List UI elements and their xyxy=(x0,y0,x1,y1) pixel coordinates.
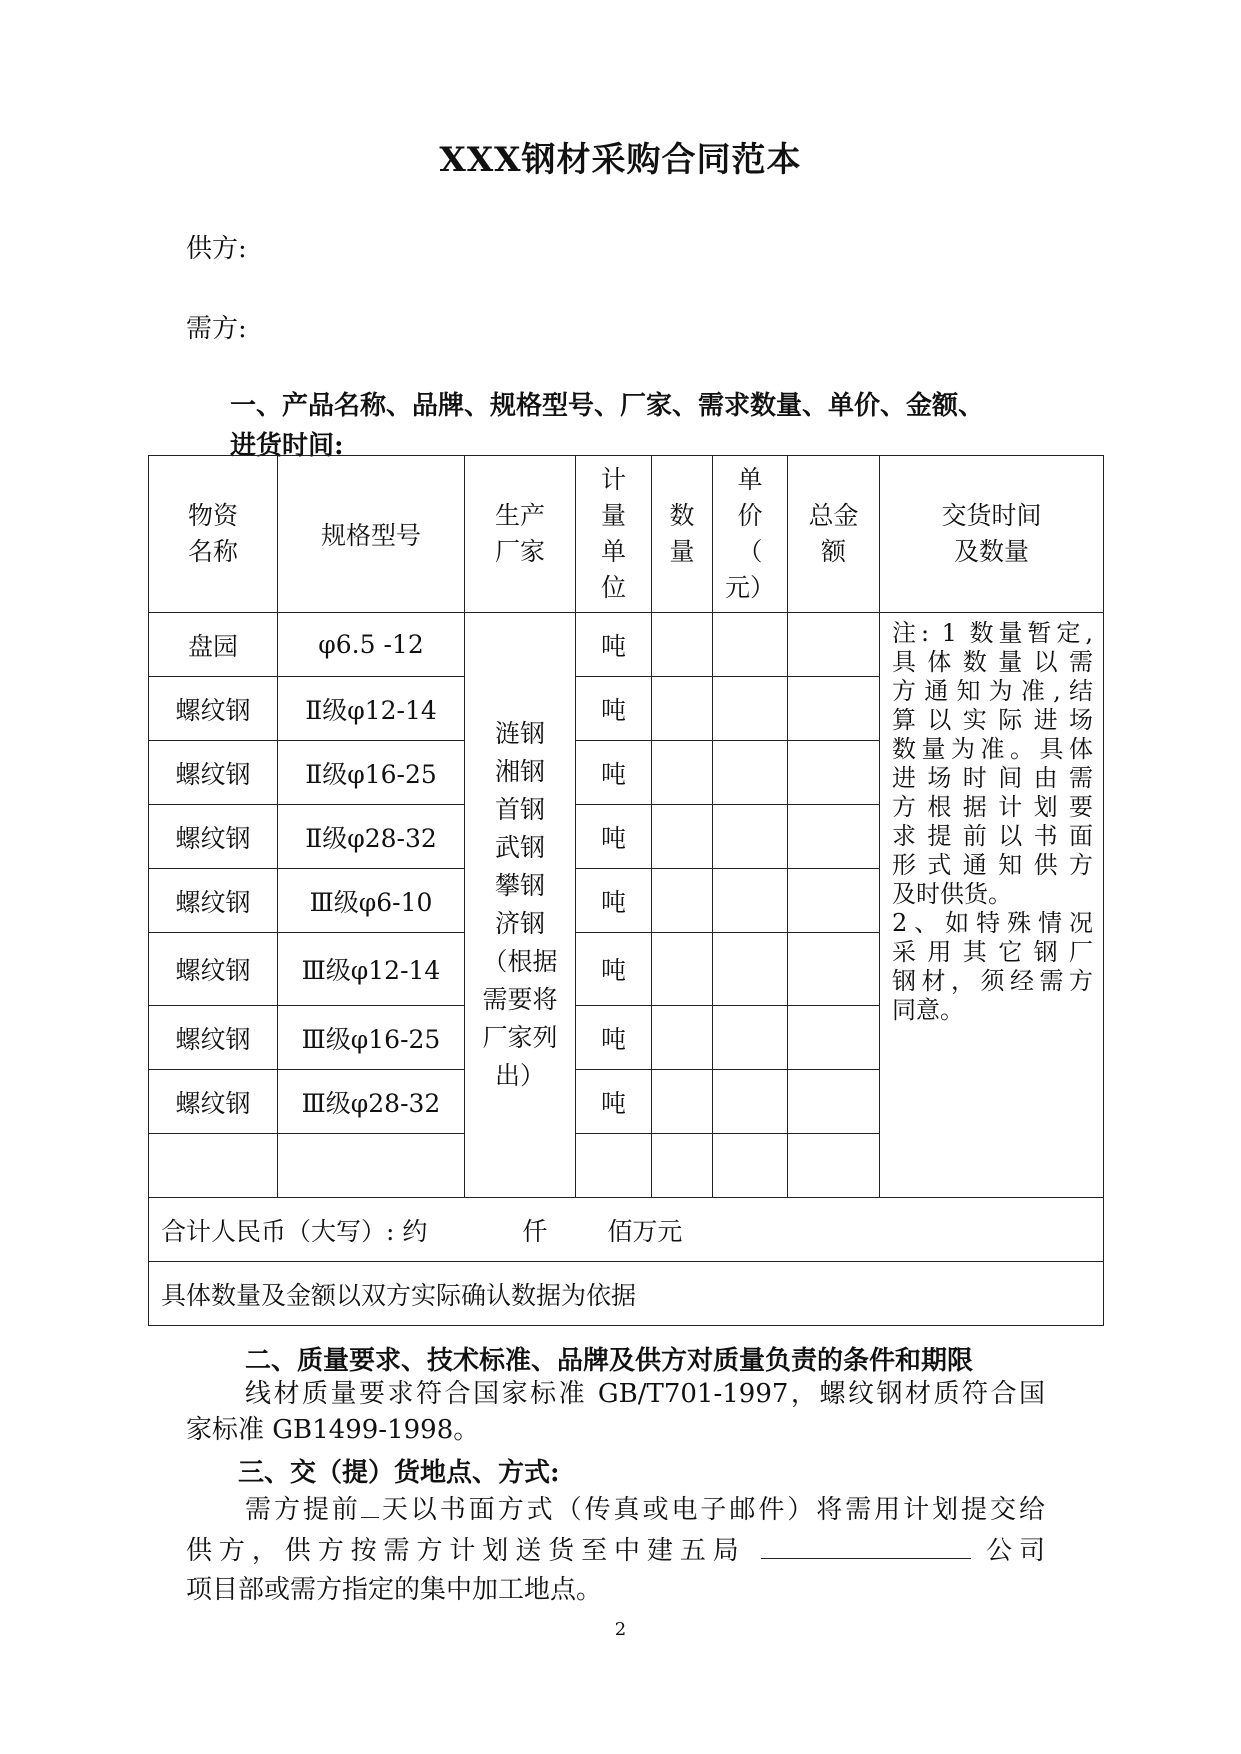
days-blank xyxy=(361,1493,379,1518)
material-name-cell: 螺纹钢 xyxy=(149,869,278,933)
section3-line1: 需方提前 天以书面方式（传真或电子邮件）将需用计划提交给 xyxy=(245,1495,1045,1525)
qty-cell xyxy=(652,613,713,677)
spec-cell: Ⅱ级φ12-14 xyxy=(278,677,465,741)
table-header-row xyxy=(149,456,1104,613)
qty-cell xyxy=(652,1134,713,1198)
supplier-label: 供方: xyxy=(186,234,247,264)
material-name-cell: 螺纹钢 xyxy=(149,677,278,741)
material-name-cell: 螺纹钢 xyxy=(149,741,278,805)
price-cell xyxy=(713,1006,788,1070)
spec-cell: Ⅱ级φ16-25 xyxy=(278,741,465,805)
spec-cell: φ6.5 -12 xyxy=(278,613,465,677)
qty-cell xyxy=(652,1070,713,1134)
qty-cell xyxy=(652,741,713,805)
unit-cell: 吨 xyxy=(576,869,652,933)
buyer-label: 需方: xyxy=(186,314,247,344)
price-cell xyxy=(713,869,788,933)
material-name-cell: 螺纹钢 xyxy=(149,805,278,869)
total-cell xyxy=(788,677,880,741)
table-row xyxy=(149,613,1104,677)
page-number: 2 xyxy=(614,1619,627,1640)
spec-cell: Ⅲ级φ28-32 xyxy=(278,1070,465,1134)
qty-cell xyxy=(652,677,713,741)
spec-cell: Ⅱ级φ28-32 xyxy=(278,805,465,869)
header-spec: 规格型号 xyxy=(278,456,465,613)
material-name-cell xyxy=(149,1134,278,1198)
section1-heading-line2: 进货时间: xyxy=(230,431,344,461)
spec-cell: Ⅲ级φ16-25 xyxy=(278,1006,465,1070)
unit-cell: 吨 xyxy=(576,805,652,869)
total-cell xyxy=(788,1006,880,1070)
section1-heading-line1: 一、产品名称、品牌、规格型号、厂家、需求数量、单价、金额、 xyxy=(230,391,985,421)
qty-cell xyxy=(652,933,713,1006)
price-cell xyxy=(713,805,788,869)
header-price: 单 价 （ 元） xyxy=(713,456,788,613)
spec-cell xyxy=(278,1134,465,1198)
header-qty: 数 量 xyxy=(652,456,713,613)
product-table xyxy=(148,455,1104,1326)
total-amount-row xyxy=(149,1198,1104,1262)
price-cell xyxy=(713,1134,788,1198)
unit-cell: 吨 xyxy=(576,1006,652,1070)
spec-cell: Ⅲ级φ12-14 xyxy=(278,933,465,1006)
unit-cell: 吨 xyxy=(576,741,652,805)
unit-cell: 吨 xyxy=(576,933,652,1006)
total-cell xyxy=(788,741,880,805)
total-qian-label: 仟 xyxy=(522,1216,548,1246)
qty-cell xyxy=(652,805,713,869)
total-bai-label: 佰万元 xyxy=(607,1216,683,1246)
price-cell xyxy=(713,741,788,805)
unit-cell: 吨 xyxy=(576,677,652,741)
total-cell xyxy=(788,1134,880,1198)
price-cell xyxy=(713,677,788,741)
total-cell xyxy=(788,1070,880,1134)
section2-line2: 家标准 GB1499-1998。 xyxy=(186,1415,480,1445)
header-maker: 生产 厂家 xyxy=(465,456,576,613)
unit-cell: 吨 xyxy=(576,1070,652,1134)
section3-line3: 项目部或需方指定的集中加工地点。 xyxy=(186,1575,603,1605)
qty-cell xyxy=(652,1006,713,1070)
maker-cell: 涟钢 湘钢 首钢 武钢 攀钢 济钢 （根据 需要将 厂家列 出） xyxy=(465,613,576,1198)
header-material: 物资 名称 xyxy=(149,456,278,613)
section2-line1: 线材质量要求符合国家标准 GB/T701-1997，螺纹钢材质符合国 xyxy=(245,1379,1045,1409)
price-cell xyxy=(713,933,788,1006)
total-amount-cell xyxy=(149,1198,1104,1262)
section3-heading: 三、交（提）货地点、方式: xyxy=(238,1458,560,1488)
company-blank xyxy=(761,1532,971,1559)
document-title: XXX钢材采购合同范本 xyxy=(439,140,802,180)
qty-cell xyxy=(652,869,713,933)
unit-cell: 吨 xyxy=(576,613,652,677)
material-name-cell: 螺纹钢 xyxy=(149,1006,278,1070)
delivery-note-cell: 注: 1 数量暂定, 具体数量以需 方通知为准,结 算以实际进场 数量为准。具体 进场时间由需 方根据计划要 求提前以书面 形式通知供方 及时供货。 2、如特殊情况 采用其它钢厂 钢材，须经需方 同意。 xyxy=(880,613,1104,1198)
total-cell xyxy=(788,805,880,869)
total-cell xyxy=(788,613,880,677)
basis-cell: 具体数量及金额以双方实际确认数据为依据 xyxy=(149,1262,1104,1326)
header-unit: 计 量 单 位 xyxy=(576,456,652,613)
header-delivery: 交货时间 及数量 xyxy=(880,456,1104,613)
material-name-cell: 螺纹钢 xyxy=(149,1070,278,1134)
basis-row xyxy=(149,1262,1104,1326)
price-cell xyxy=(713,613,788,677)
header-total: 总金 额 xyxy=(788,456,880,613)
total-cell xyxy=(788,869,880,933)
material-name-cell: 螺纹钢 xyxy=(149,933,278,1006)
material-name-cell: 盘园 xyxy=(149,613,278,677)
section3-line2: 供方，供方按需方计划送货至中建五局 公司 xyxy=(186,1532,1045,1569)
price-cell xyxy=(713,1070,788,1134)
spec-cell: Ⅲ级φ6-10 xyxy=(278,869,465,933)
unit-cell xyxy=(576,1134,652,1198)
section2-heading: 二、质量要求、技术标准、品牌及供方对质量负责的条件和期限 xyxy=(245,1346,974,1376)
total-amount-label: 合计人民币（大写）: 约 xyxy=(161,1216,428,1246)
total-cell xyxy=(788,933,880,1006)
